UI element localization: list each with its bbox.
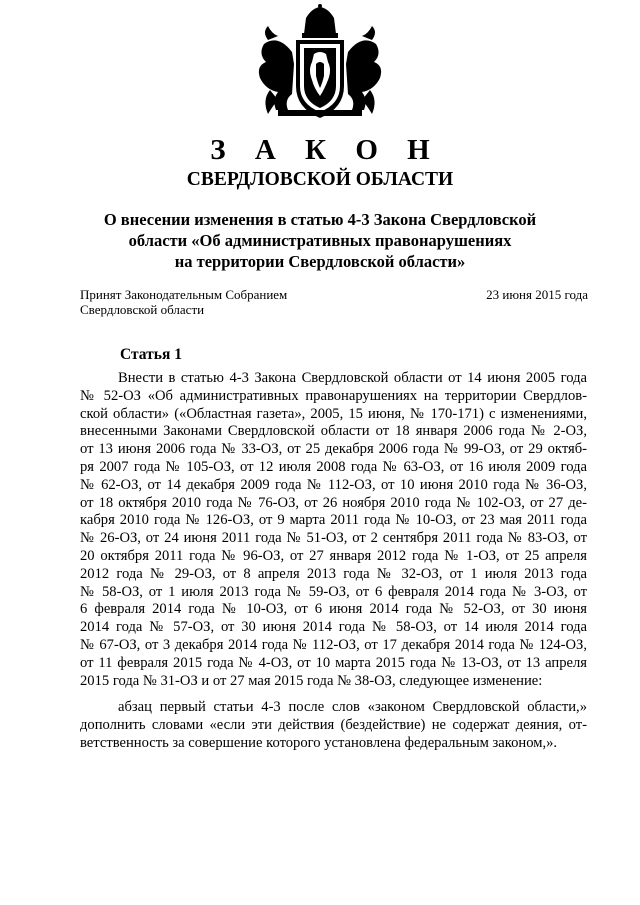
text-line: 20 октября 2011 года № 96-ОЗ, от 27 января 2012 года № 1-ОЗ, от 25 апреля xyxy=(80,547,587,564)
text-line: Внести в статью 4-3 Закона Свердловской области от 14 июня 2005 года xyxy=(118,370,587,386)
text-line: № 62-ОЗ, от 14 декабря 2009 года № 112-ОЗ, от 10 июня 2010 года № 36-ОЗ, xyxy=(80,476,587,493)
text-line: № 67-ОЗ, от 3 декабря 2014 года № 112-ОЗ, от 17 декабря 2014 года № 124-ОЗ, xyxy=(80,636,587,653)
adoption-body-line: Принят Законодательным Собранием xyxy=(80,287,288,302)
left-griffin-icon xyxy=(259,26,294,114)
text-line: 2014 года № 57-ОЗ, от 30 июня 2014 года № 58-ОЗ, от 14 июля 2014 года xyxy=(80,619,587,636)
subject-line: области «Об административных правонарушениях xyxy=(128,231,512,250)
subject-line: О внесении изменения в статью 4-3 Закона Свердловской xyxy=(103,210,537,229)
text-line: ветственность за совершение которого установлена федеральным законом,». xyxy=(80,734,558,751)
text-line: внесенными Законами Свердловской области от 18 января 2006 года № 2-ОЗ, xyxy=(80,423,587,440)
text-line: дополнить словами «если эти действия (бездействие) не содержат деяния, от- xyxy=(80,717,587,734)
subject-line: на территории Свердловской области» xyxy=(174,252,466,271)
adoption-date: 23 июня 2015 года xyxy=(486,287,588,302)
text-line: ской области» («Областная газета», 2005, 15 июня, № 170-171) с изменениями, xyxy=(80,405,587,422)
text-line: № 58-ОЗ, от 1 июля 2013 года № 59-ОЗ, от 6 февраля 2014 года № 3-ОЗ, от xyxy=(80,583,587,600)
text-line: от 13 июня 2006 года № 33-ОЗ, от 25 декабря 2006 года № 99-ОЗ, от 29 октяб- xyxy=(80,441,587,458)
text-line: ря 2007 года № 105-ОЗ, от 12 июля 2008 года № 63-ОЗ, от 16 июля 2009 года xyxy=(80,458,587,475)
text-line: 6 февраля 2014 года № 10-ОЗ, от 6 июня 2014 года № 52-ОЗ, от 30 июня xyxy=(80,601,587,618)
coat-of-arms-emblem xyxy=(248,4,392,122)
text-line: кабря 2010 года № 126-ОЗ, от 9 марта 2011 года № 10-ОЗ, от 23 мая 2011 года xyxy=(80,512,587,529)
text-line: от 18 октября 2010 года № 76-ОЗ, от 26 ноября 2010 года № 102-ОЗ, от 27 де- xyxy=(80,494,587,511)
text-line: 2015 года № 31-ОЗ и от 27 мая 2015 года № 38-ОЗ, следующее изменение: xyxy=(80,672,543,689)
text-line: от 11 февраля 2015 года № 4-ОЗ, от 10 марта 2015 года № 13-ОЗ, от 13 апреля xyxy=(80,654,587,671)
shield-icon xyxy=(296,40,344,118)
right-griffin-icon xyxy=(346,26,381,114)
paragraph-1 xyxy=(80,370,587,690)
paragraph-2 xyxy=(80,699,587,752)
region-title: СВЕРДЛОВСКОЙ ОБЛАСТИ xyxy=(186,169,454,190)
text-line: абзац первый статьи 4-3 после слов «законом Свердловской области,» xyxy=(118,699,587,716)
text-line: № 52-ОЗ «Об административных правонарушениях на территории Свердлов- xyxy=(80,387,587,404)
article-heading: Статья 1 xyxy=(120,346,182,363)
text-line: № 26-ОЗ, от 24 июня 2011 года № 51-ОЗ, от 2 сентября 2011 года № 83-ОЗ, от xyxy=(80,530,587,547)
adoption-body-line: Свердловской области xyxy=(80,302,205,317)
document-title: З А К О Н xyxy=(210,134,441,166)
crown-icon xyxy=(302,4,338,38)
law-subject xyxy=(60,209,580,272)
adoption-body xyxy=(80,287,287,317)
text-line: 2012 года № 29-ОЗ, от 8 апреля 2013 года № 32-ОЗ, от 1 июля 2013 года xyxy=(80,565,587,582)
article-body xyxy=(80,370,587,753)
